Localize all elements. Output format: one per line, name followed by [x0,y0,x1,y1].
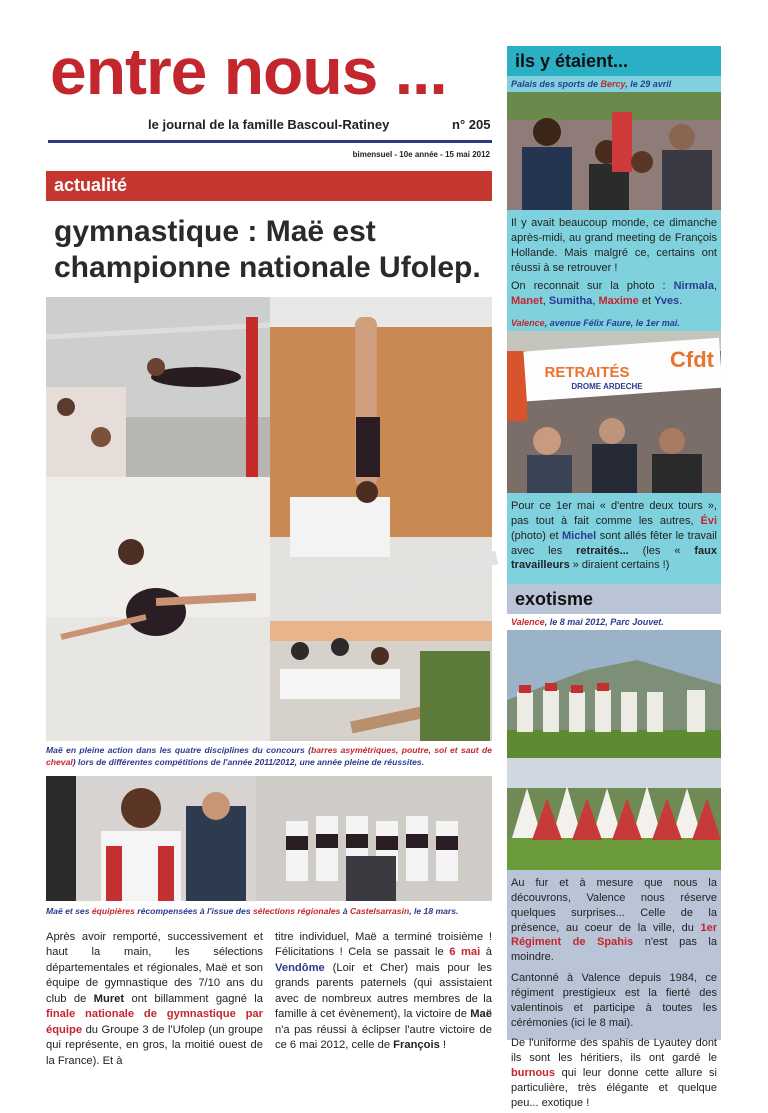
section-bar: actualité [46,171,492,201]
masthead-rule [48,140,492,143]
photo-awards-team [256,776,492,901]
photo-bercy-crowd [507,92,721,210]
caption-disciplines: Maë en pleine action dans les quatre disciplines du concours (barres asymétriques, poutre, sol et saut de cheval) lors de différentes compétitions de l'année 2011/2012, une année pleine de réussites. [46,745,492,768]
article-column-1: Après avoir remporté, successivement et haut la main, les sélections départementales et régionales, Maë et son équipe de gymnastique des 7/10 ans du club de Muret ont billamment gagné la finale nationale de gymnastique par équipe du Groupe 3 de l'Ufolep (un groupe qui représente, en gros, la moitié ouest de la France). Et à [46,931,263,1067]
banner-retraites: RETRAITÉS [544,364,630,382]
bercy-text: Il y avait beaucoup monde, ce dimanche après-midi, au grand meeting de François Hollande. Mais malgré ce, certains ont réussi à se retrouver ! [511,217,717,274]
photo-spahis-burnous [507,758,721,870]
issue-number: n° 205 [452,117,491,132]
photo-spahis-parade [507,630,721,758]
article-column-2: titre individuel, Maë a terminé troisième ! Félicitations ! Cela se passait le 6 mai à Vendôme (Loir et Cher) mais pour les grands parents paternels (qui assistaient avec de nombreux autres membres de la famille à cet évènement), la victoire de Maë n'a pas réussi à éclipser l'autre victoire de ce 6 mai 2012, celle de François ! [275,931,492,1052]
sidebar-ils-y-etaient [507,46,721,594]
photo-floor [46,477,270,741]
may-day-text: Pour ce 1er mai « d'entre deux tours », pas tout à fait comme les autres, Évi (photo) et Michel sont allés fêter le travail avec les retraités... (les « faux travailleurs » diraient certains !) [511,500,717,572]
sidebar-heading: ils y étaient... [507,46,721,76]
spahis-text-1: Au fur et à mesure que nous la découvrons, Valence nous réserve quelques surprises... Celle de la présence, au coeur de la ville, du 1er Régiment de Spahis n'est pas la moindre. [511,877,717,964]
spahis-text-2: Cantonné à Valence depuis 1984, ce régiment prestigieux est la fierté des valentinois et participe à toutes les cérémonies (ici le 8 mai). [511,972,717,1029]
masthead-subtitle: le journal de la famille Bascoul-Ratiney [148,117,390,132]
banner-cfdt: Cfdt [670,347,714,373]
location-bercy: Palais des sports de Bercy, le 29 avril [511,79,672,89]
location-valence-may1: Valence, avenue Félix Faure, le 1er mai. [511,318,680,329]
sidebar-exotisme [507,584,721,1109]
photo-beam [270,297,492,621]
photo-vault [270,621,492,741]
location-parc-jouvet: Valence, le 8 mai 2012, Parc Jouvet. [507,614,721,630]
dateline: bimensuel - 10e année - 15 mai 2012 [352,150,490,159]
masthead-title: entre nous ... [50,34,447,108]
bercy-names: On reconnait sur la photo : Nirmala, Manet, Sumitha, Maxime et Yves. [511,280,717,308]
spahis-text-3: De l'uniforme des spahis de Lyautey dont ils sont les héritiers, ils ont gardé le burnous qui leur donne cette allure si particulière, très élégante et quelque peu... exotique ! [511,1037,717,1109]
photo-may-day-march [507,331,721,493]
photo-uneven-bars [46,297,270,477]
caption-awards: Maë et ses équipières récompensées à l'issue des sélections régionales à Castelsarrasin, le 18 mars. [46,906,459,916]
banner-region: DROME ARDECHE [571,382,643,392]
exotisme-heading: exotisme [507,584,721,614]
photo-awards-mae [46,776,256,901]
headline: gymnastique : Maë est championne nationale Ufolep. [54,215,481,284]
